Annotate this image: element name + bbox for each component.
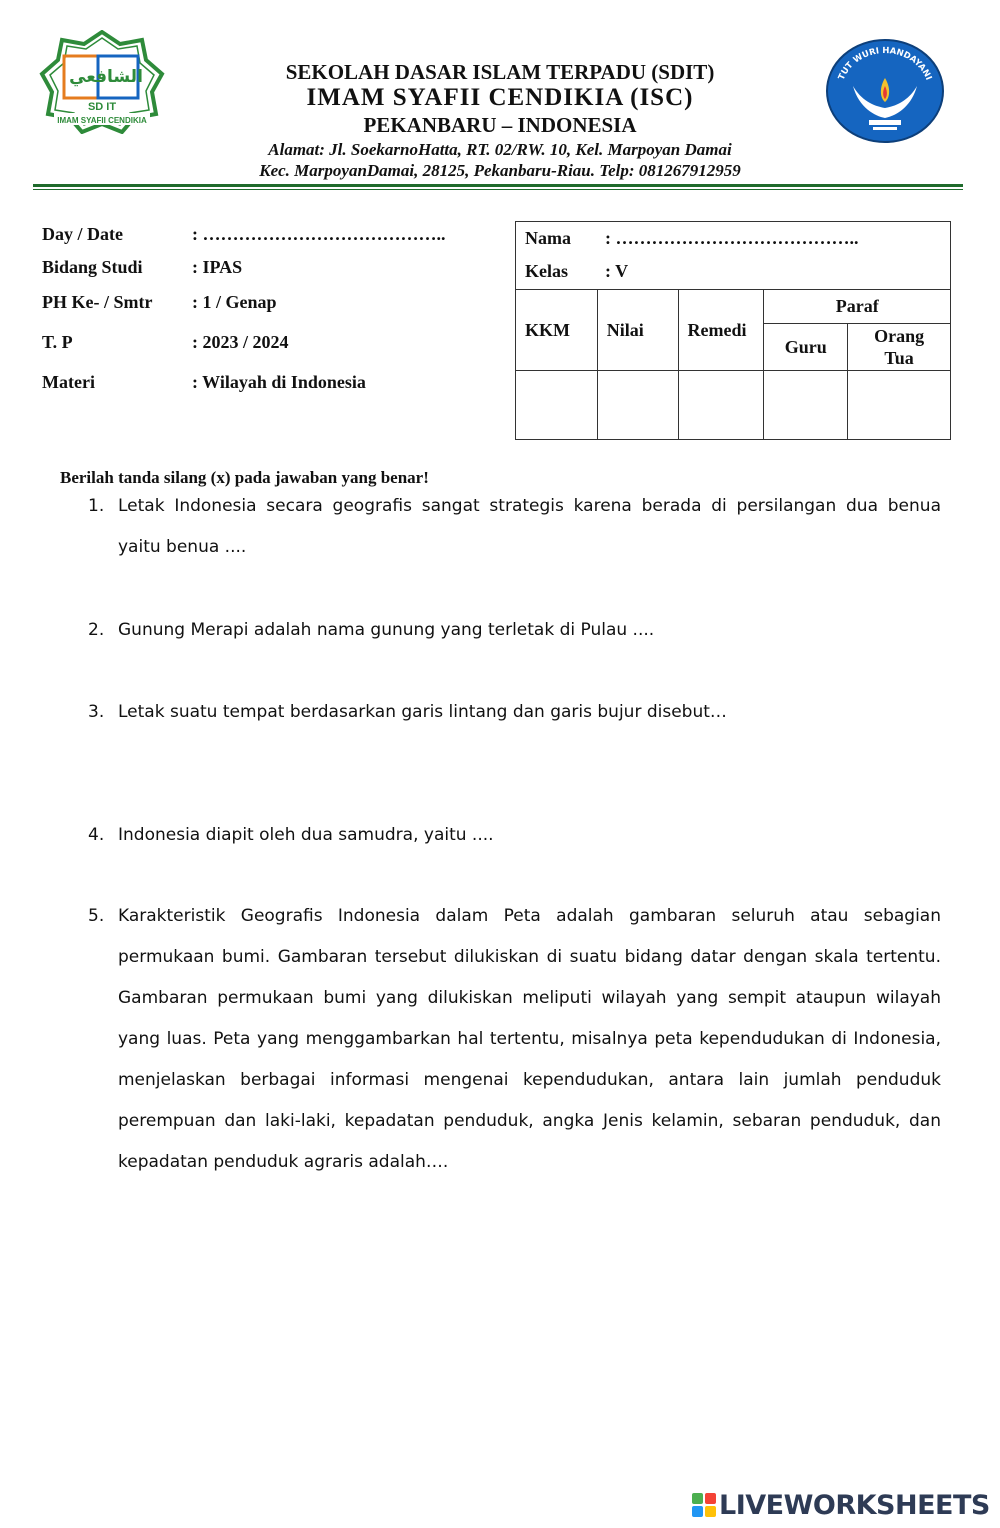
nama-field[interactable]: : ………………………………….. bbox=[605, 227, 859, 248]
question-text: Gunung Merapi adalah nama gunung yang terletak di Pulau .... bbox=[118, 620, 655, 640]
info-value: : Wilayah di Indonesia bbox=[192, 372, 366, 392]
logo-arabic-text: الشافعي bbox=[69, 67, 143, 87]
school-name: IMAM SYAFII CENDIKIA (ISC) bbox=[306, 84, 694, 111]
info-value: : IPAS bbox=[192, 257, 243, 277]
question-text: Letak suatu tempat berdasarkan garis lintang dan garis bujur disebut… bbox=[118, 702, 727, 722]
question-number: 5. bbox=[88, 906, 105, 926]
nama-row bbox=[516, 222, 951, 255]
question-number: 1. bbox=[88, 496, 105, 516]
nilai-cell[interactable] bbox=[597, 371, 678, 440]
header-divider-thin bbox=[33, 189, 963, 190]
instructions: Berilah tanda silang (x) pada jawaban yang benar! bbox=[60, 468, 429, 487]
orang-tua-sign-cell[interactable] bbox=[848, 371, 951, 440]
school-address-line-2: Kec. MarpoyanDamai, 28125, Pekanbaru-Riau. Telp: 081267912959 bbox=[259, 161, 741, 180]
school-city: PEKANBARU – INDONESIA bbox=[363, 113, 637, 137]
header-divider bbox=[33, 184, 963, 187]
question-text: Letak Indonesia secara geografis sangat strategis karena berada di persilangan dua benua yaitu benua .... bbox=[118, 496, 941, 557]
liveworksheets-brand bbox=[692, 1490, 990, 1520]
score-table bbox=[515, 221, 951, 440]
school-type: SEKOLAH DASAR ISLAM TERPADU (SDIT) bbox=[285, 60, 715, 84]
liveworksheets-icon bbox=[692, 1493, 716, 1517]
info-label: Materi bbox=[42, 372, 95, 392]
kelas-value: : V bbox=[605, 261, 629, 282]
logo-text-name: IMAM SYAFII CENDIKIA bbox=[57, 116, 147, 125]
liveworksheets-wordmark: LIVEWORKSHEETS bbox=[719, 1489, 990, 1521]
question-number: 3. bbox=[88, 702, 105, 722]
guru-sign-cell[interactable] bbox=[764, 371, 848, 440]
kkm-cell[interactable] bbox=[516, 371, 598, 440]
logo-text-sdit: SD IT bbox=[87, 101, 117, 113]
kelas-row bbox=[516, 255, 951, 290]
question-2 bbox=[88, 610, 941, 651]
question-3 bbox=[88, 692, 941, 733]
question-number: 4. bbox=[88, 825, 105, 845]
info-value: : 2023 / 2024 bbox=[192, 332, 289, 352]
logo-motto: TUT WURI HANDAYANI bbox=[836, 45, 934, 82]
nilai-header: Nilai bbox=[597, 290, 678, 371]
question-number: 2. bbox=[88, 620, 105, 640]
info-label: Bidang Studi bbox=[42, 257, 143, 277]
question-text: Indonesia diapit oleh dua samudra, yaitu .... bbox=[118, 825, 494, 845]
orang-tua-header: Orang Tua bbox=[848, 324, 951, 371]
remedi-cell[interactable] bbox=[678, 371, 764, 440]
info-value: : 1 / Genap bbox=[192, 292, 277, 312]
info-value[interactable]: : ………………………………….. bbox=[192, 224, 446, 244]
paraf-header: Paraf bbox=[764, 290, 951, 324]
info-label: PH Ke- / Smtr bbox=[42, 292, 153, 312]
info-label: T. P bbox=[42, 332, 73, 352]
question-1 bbox=[88, 486, 941, 568]
question-text: Karakteristik Geografis Indonesia dalam Peta adalah gambaran seluruh atau sebagian permukaan bumi. Gambaran tersebut dilukiskan di suatu bidang datar dengan skala tertentu. Gambaran permukaan bumi yang dilukiskan meliputi wilayah yang sempit ataupun wilayah yang luas. Peta yang menggambarkan hal tertentu, misalnya peta kependudukan di Indonesia, menjelaskan berbagai informasi mengenai kependudukan, antara lain jumlah penduduk perempuan dan laki-laki, kepadatan penduduk, angka Jenis kelamin, sebaran penduduk, dan kepadatan penduduk agraris adalah…. bbox=[118, 906, 941, 1172]
school-address-line-1: Alamat: Jl. SoekarnoHatta, RT. 02/RW. 10, Kel. Marpoyan Damai bbox=[268, 140, 732, 159]
info-label: Day / Date bbox=[42, 224, 123, 244]
remedi-header: Remedi bbox=[678, 290, 764, 371]
guru-header: Guru bbox=[764, 324, 848, 371]
kelas-label: Kelas bbox=[525, 261, 568, 282]
question-5 bbox=[88, 896, 941, 1183]
question-4 bbox=[88, 815, 941, 856]
nama-label: Nama bbox=[525, 227, 571, 248]
kkm-header: KKM bbox=[516, 290, 598, 371]
